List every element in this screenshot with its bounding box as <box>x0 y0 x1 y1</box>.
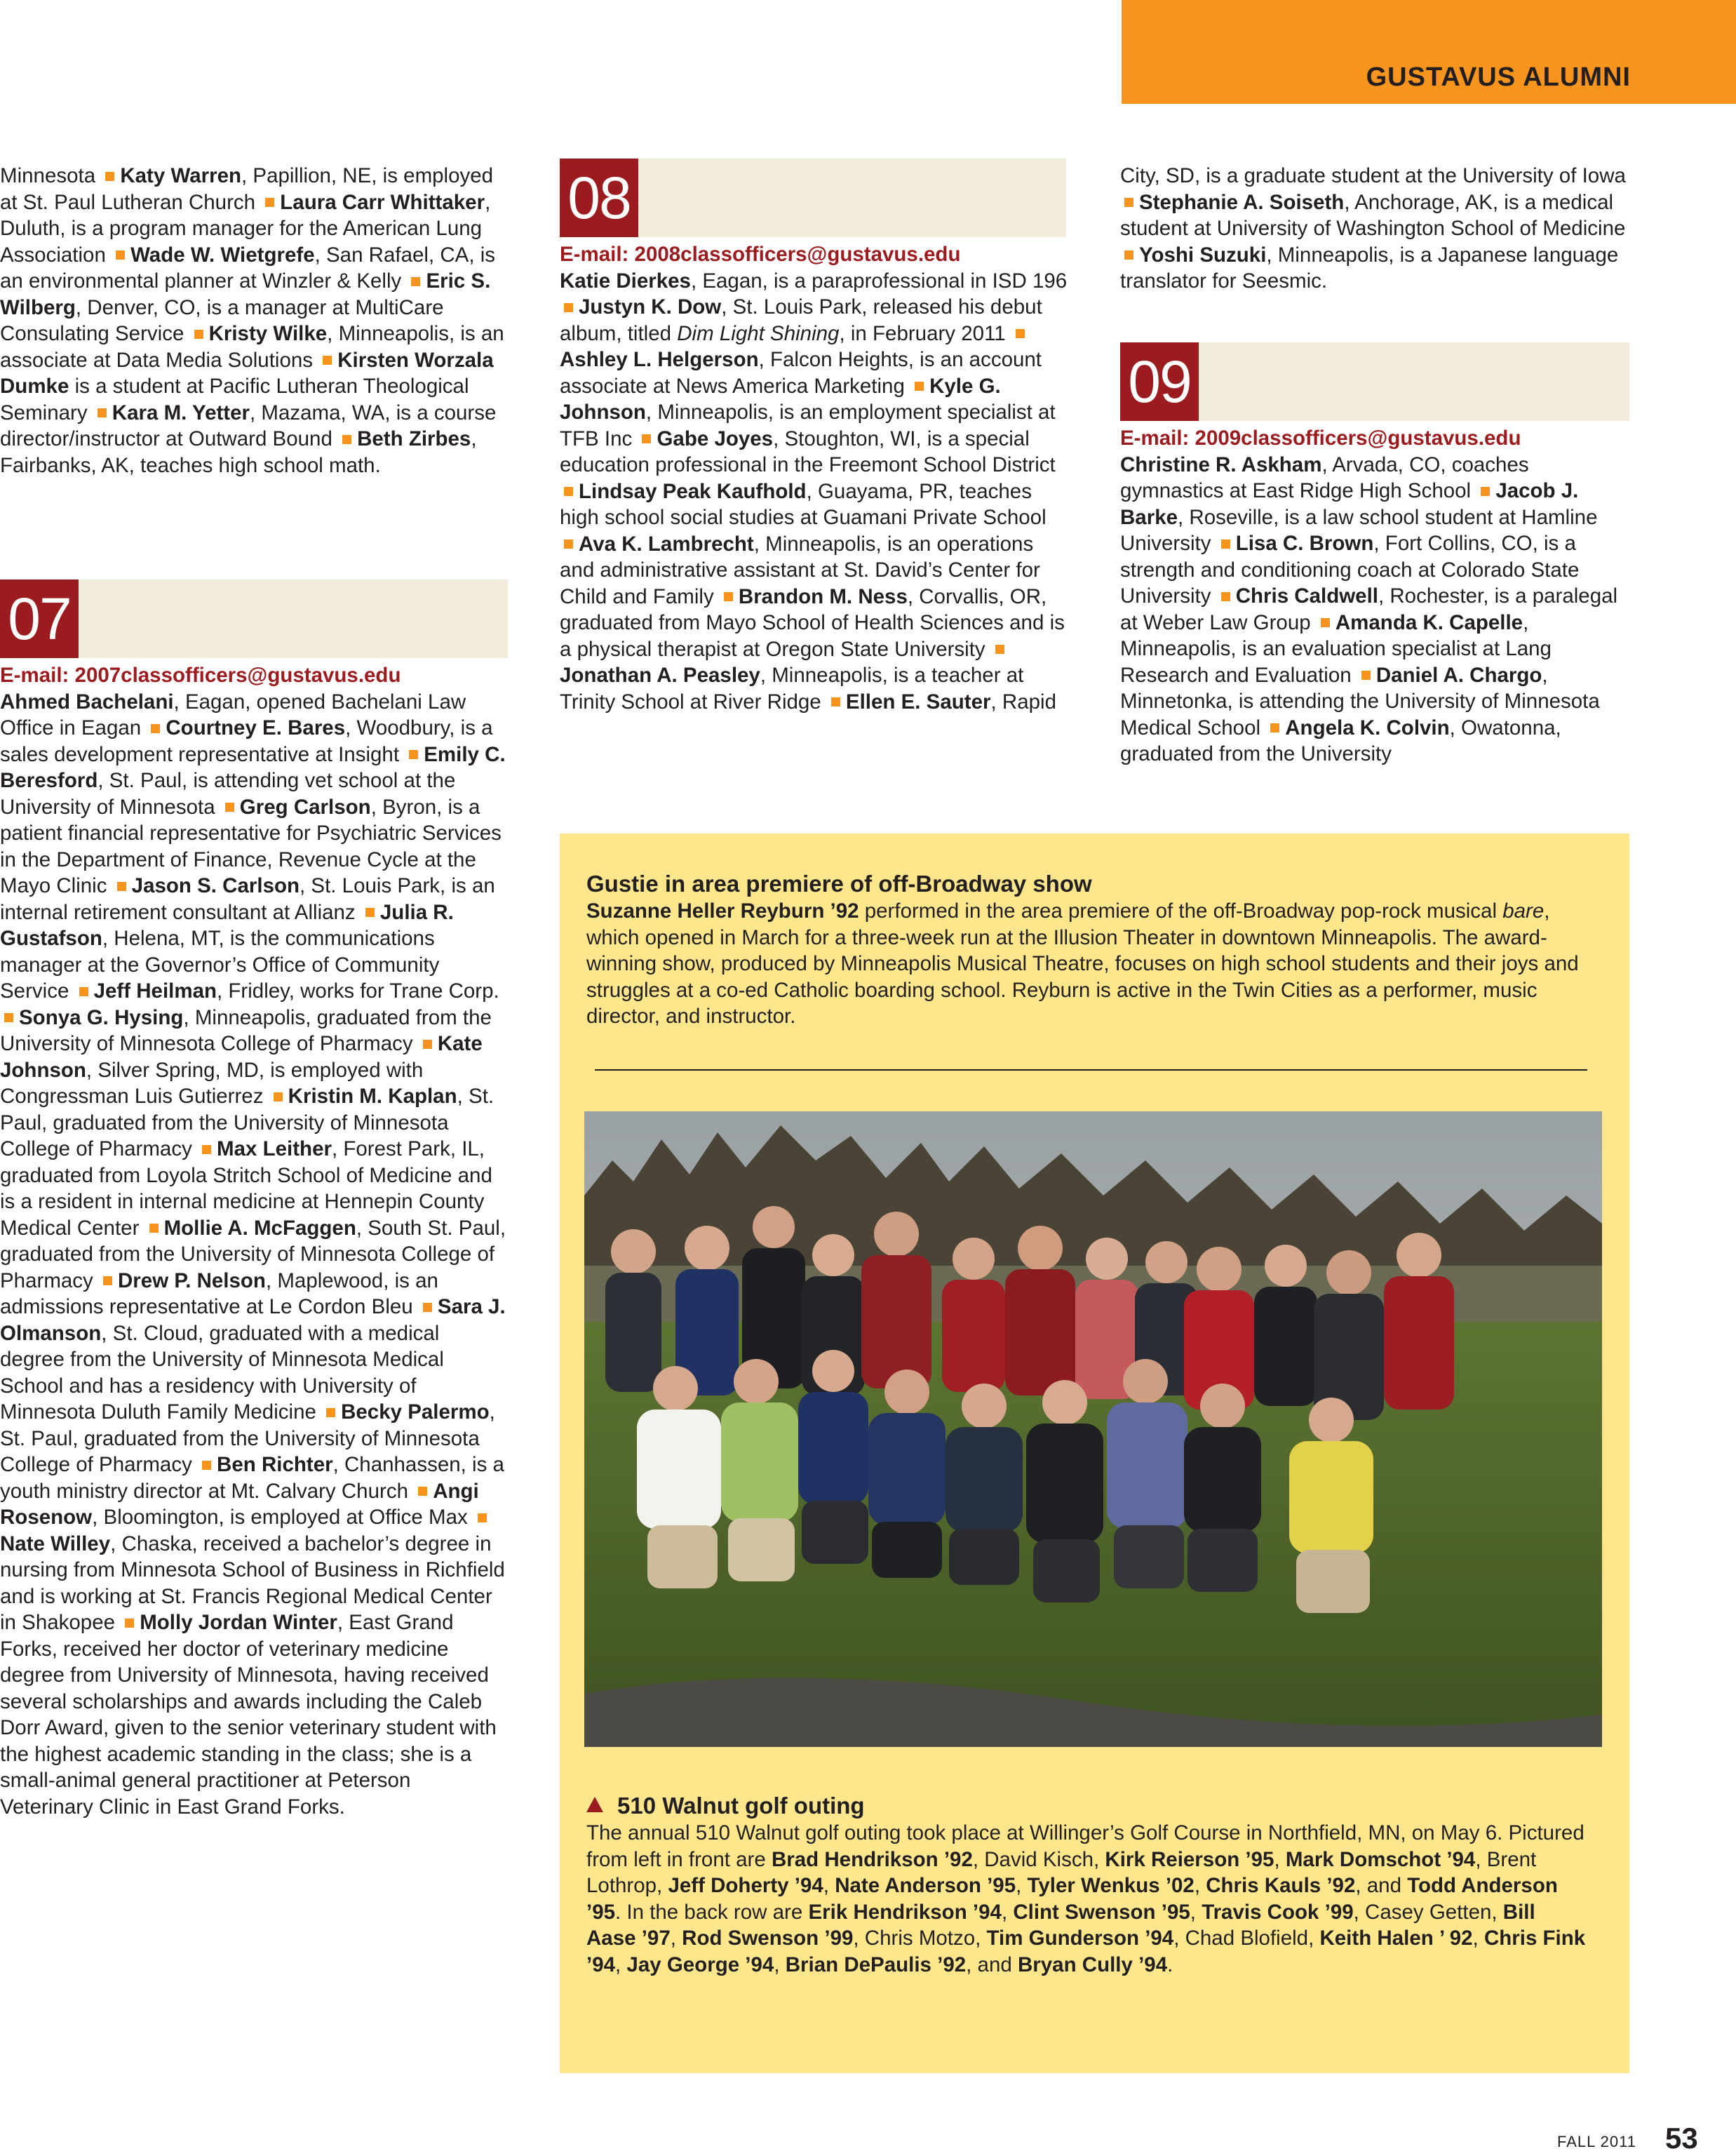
bullet-square-icon <box>326 1408 335 1417</box>
bullet-square-icon <box>1221 540 1230 549</box>
alumni-name: Lisa C. Brown <box>1235 532 1374 555</box>
alumni-name: Ahmed Bachelani <box>0 690 174 714</box>
bullet-square-icon <box>149 1224 159 1233</box>
alumni-name: Greg Carlson <box>239 795 371 819</box>
email-2009[interactable]: E-mail: 2009classofficers@gustavus.edu <box>1120 427 1521 450</box>
alumni-name: Ava K. Lambrecht <box>579 532 754 556</box>
alumni-name: Ellen E. Sauter <box>845 690 991 714</box>
bullet-square-icon <box>423 1040 432 1049</box>
bullet-square-icon <box>995 645 1004 654</box>
alumni-name: Brandon M. Ness <box>738 584 908 608</box>
bullet-square-icon <box>117 882 126 891</box>
alumni-name: Mark Domschot ’94 <box>1285 1847 1476 1871</box>
bullet-square-icon <box>1361 671 1371 680</box>
bullet-square-icon <box>323 356 332 365</box>
bullet-square-icon <box>1124 250 1133 260</box>
alumni-name: Gabe Joyes <box>657 427 774 450</box>
alumni-name: Katie Dierkes <box>560 269 691 293</box>
italic-title: Dim Light Shining <box>677 321 840 345</box>
alumni-name: Eric S. Wilberg <box>0 269 491 319</box>
bullet-square-icon <box>202 1145 211 1154</box>
alumni-name: Daniel A. Chargo <box>1375 663 1542 687</box>
class-notes-2008-continued: City, SD, is a graduate student at the University of Iowa Stephanie A. Soiseth, Anchorage, AK, is a medical student at University of Washington School of Medicine Yoshi Suzuki, Minneapolis, is a Japanese language translator for Seesmic. <box>1120 164 1626 293</box>
alumni-name: Drew P. Nelson <box>118 1268 266 1292</box>
bullet-square-icon <box>915 382 924 391</box>
alumni-name: Kara M. Yetter <box>112 401 250 424</box>
alumni-name: Jeff Heilman <box>93 979 217 1003</box>
alumni-name: Stephanie A. Soiseth <box>1139 190 1345 214</box>
alumni-name: Lindsay Peak Kaufhold <box>579 479 807 503</box>
alumni-name: Kristin M. Kaplan <box>288 1085 457 1108</box>
bullet-square-icon <box>831 697 840 707</box>
column-3 <box>1120 163 1629 295</box>
year-band-2008 <box>560 159 1066 237</box>
alumni-name: Nate Willey <box>0 1532 111 1555</box>
alumni-name: Mollie A. McFaggen <box>163 1216 356 1240</box>
alumni-name: Jason S. Carlson <box>131 874 300 897</box>
alumni-name: Chris Caldwell <box>1235 584 1378 608</box>
alumni-name: Todd Anderson ’95 <box>586 1874 1558 1924</box>
bullet-square-icon <box>564 487 573 496</box>
bullet-square-icon <box>4 1013 13 1022</box>
year-band-2009 <box>1120 342 1629 421</box>
alumni-name: Jacob J. Barke <box>1120 479 1579 529</box>
alumni-name: Beth Zirbes <box>357 427 471 450</box>
story-golf-outing <box>586 1792 1589 1978</box>
alumni-name: Erik Hendrikson ’94 <box>808 1900 1002 1924</box>
alumni-name: Clint Swenson ’95 <box>1013 1900 1190 1924</box>
class-notes-2008: Katie Dierkes, Eagan, is a paraprofessional in ISD 196 Justyn K. Dow, St. Louis Park, released his debut album, titled Dim Light Shining, in February 2011 Ashley L. Helgerson, Falcon Heights, is an account associate at News America Marketing Kyle G. Johnson, Minneapolis, is an employment specialist at TFB Inc Gabe Joyes, Stoughton, WI, is a special education professional in the Freemont School District Lindsay Peak Kaufhold, Guayama, PR, teaches high school social studies at Guamani Private School Ava K. Lambrecht, Minneapolis, is an operations and administrative assistant at St. David’s Center for Child and Family Brandon M. Ness, Corvallis, OR, graduated from Mayo School of Health Sciences and is a physical therapist at Oregon State University Jonathan A. Peasley, Minneapolis, is a teacher at Trinity School at River Ridge Ellen E. Sauter, Rapid <box>560 269 1068 714</box>
alumni-name: Justyn K. Dow <box>579 295 722 319</box>
bullet-square-icon <box>105 172 114 181</box>
bullet-square-icon <box>411 277 420 286</box>
story-reyburn-body: Suzanne Heller Reyburn ’92 performed in the area premiere of the off-Broadway pop-rock musical bare, which opened in March for a three-week run at the Illusion Theater in downtown Minneapolis. The award-winning show, produced by Minneapolis Musical Theatre, focuses on high school students and their joys and struggles at a co-ed Catholic boarding school. Reyburn is active in the Twin Cities as a performer, music director, and instructor. <box>586 899 1579 1028</box>
alumni-name: Sonya G. Hysing <box>19 1005 184 1029</box>
alumni-name: Laura Carr Whittaker <box>280 190 485 214</box>
column-2-2008 <box>560 241 1070 715</box>
issue-label: FALL 2011 <box>1557 2133 1636 2150</box>
alumni-name: Kirsten Worzala Dumke <box>0 348 494 398</box>
alumni-name: Molly Jordan Winter <box>140 1611 337 1634</box>
alumni-name: Kristy Wilke <box>208 322 328 345</box>
alumni-name: Katy Warren <box>120 164 241 187</box>
alumni-name: Becky Palermo <box>341 1400 490 1424</box>
bullet-square-icon <box>1124 198 1133 207</box>
alumni-name: Julia R. Gustafson <box>0 900 454 950</box>
bullet-square-icon <box>125 1619 134 1628</box>
triangle-up-icon <box>586 1797 603 1812</box>
alumni-name: Jeff Doherty ’94 <box>668 1874 823 1897</box>
golf-outing-photo <box>584 1111 1602 1747</box>
bullet-square-icon <box>409 750 418 759</box>
bullet-square-icon <box>202 1461 211 1470</box>
alumni-name: Keith Halen ’ 92 <box>1319 1927 1473 1950</box>
alumni-name: Kirk Reierson ’95 <box>1105 1847 1274 1871</box>
class-notes-2009: Christine R. Askham, Arvada, CO, coaches gymnastics at East Ridge High School Jacob J. Barke, Roseville, is a law school student at Hamline University Lisa C. Brown, Fort Collins, CO, is a strength and conditioning coach at Colorado State University Chris Caldwell, Rochester, is a paralegal at Weber Law Group Amanda K. Capelle, Minneapolis, is an evaluation specialist at Lang Research and Evaluation Daniel A. Chargo, Minnetonka, is attending the University of Minnesota Medical School Angela K. Colvin, Owatonna, graduated from the University <box>1120 453 1618 765</box>
section-header-bar <box>1122 0 1736 104</box>
alumni-name: Kate Johnson <box>0 1032 483 1082</box>
alumni-name: Angela K. Colvin <box>1285 716 1450 739</box>
bullet-square-icon <box>564 540 573 549</box>
alumni-name: Chris Fink ’94 <box>586 1927 1586 1976</box>
bullet-square-icon <box>1321 618 1330 627</box>
story-reyburn <box>586 870 1589 1030</box>
alumni-name: Suzanne Heller Reyburn ’92 <box>586 899 859 923</box>
alumni-name: Travis Cook ’99 <box>1202 1900 1354 1924</box>
column-3-2009 <box>1120 425 1629 768</box>
column-1-2007 <box>0 662 508 1820</box>
bullet-square-icon <box>564 303 573 312</box>
bullet-square-icon <box>478 1513 487 1522</box>
alumni-name: Tim Gunderson ’94 <box>986 1927 1174 1950</box>
bullet-square-icon <box>423 1303 432 1312</box>
alumni-name: Jay George ’94 <box>626 1953 774 1976</box>
feature-sidebar <box>560 833 1629 2073</box>
bullet-square-icon <box>274 1092 283 1102</box>
alumni-name: Kyle G. Johnson <box>560 374 1001 424</box>
bullet-square-icon <box>1016 329 1025 338</box>
bullet-square-icon <box>418 1487 427 1496</box>
alumni-name: Bill Aase ’97 <box>586 1900 1535 1950</box>
bullet-square-icon <box>103 1276 112 1285</box>
bullet-square-icon <box>342 435 351 444</box>
alumni-name: Tyler Wenkus ’02 <box>1027 1874 1195 1897</box>
year-band-2007 <box>0 580 508 658</box>
alumni-name: Nate Anderson ’95 <box>835 1874 1016 1897</box>
section-title: GUSTAVUS ALUMNI <box>1366 62 1631 92</box>
bullet-square-icon <box>225 803 234 812</box>
page-number: 53 <box>1665 2122 1698 2155</box>
bullet-square-icon <box>97 408 107 417</box>
year-number-2007: 07 <box>0 580 79 658</box>
bullet-square-icon <box>79 987 88 996</box>
bullet-square-icon <box>1270 723 1279 732</box>
alumni-name: Max Leither <box>217 1137 332 1160</box>
alumni-name: Yoshi Suzuki <box>1139 243 1267 267</box>
sidebar-divider <box>595 1069 1587 1071</box>
bullet-square-icon <box>116 250 125 260</box>
bullet-square-icon <box>151 724 160 733</box>
alumni-name: Ashley L. Helgerson <box>560 348 759 371</box>
italic-title: bare <box>1502 899 1545 923</box>
alumni-name: Christine R. Askham <box>1120 453 1322 476</box>
bullet-square-icon <box>194 330 203 339</box>
bullet-square-icon <box>365 908 375 917</box>
bullet-square-icon <box>642 434 651 443</box>
alumni-name: Wade W. Wietgrefe <box>130 243 315 267</box>
alumni-name: Brad Hendrikson ’92 <box>771 1847 973 1871</box>
story-golf-title <box>586 1792 1589 1820</box>
class-notes-2007: Ahmed Bachelani, Eagan, opened Bachelani Law Office in Eagan Courtney E. Bares, Woodbury, is a sales development representative at Insight Emily C. Beresford, St. Paul, is attending vet school at the University of Minnesota Greg Carlson, Byron, is a patient financial representative for Psychiatric Services in the Department of Finance, Revenue Cycle at the Mayo Clinic Jason S. Carlson, St. Louis Park, is an internal retirement consultant at Allianz Julia R. Gustafson, Helena, MT, is the communications manager at the Governor’s Office of Community Service Jeff Heilman, Fridley, works for Trane Corp. Sonya G. Hysing, Minneapolis, graduated from the University of Minnesota College of Pharmacy Kate Johnson, Silver Spring, MD, is employed with Congressman Luis Gutierrez Kristin M. Kaplan, St. Paul, graduated from the University of Minnesota College of Pharmacy Max Leither, Forest Park, IL, graduated from Loyola Stritch School of Medicine and is a resident in internal medicine at Hennepin County Medical Center Mollie A. McFaggen, South St. Paul, graduated from the University of Minnesota College of Pharmacy Drew P. Nelson, Maplewood, is an admissions representative at Le Cordon Bleu Sara J. Olmanson, St. Cloud, graduated with a medical degree from the University of Minnesota Medical School and has a residency with University of Minnesota Duluth Family Medicine Becky Palermo, St. Paul, graduated from the University of Minnesota College of Pharmacy Ben Richter, Chanhassen, is a youth ministry director at Mt. Calvary Church Angi Rosenow, Bloomington, is employed at Office Max Nate Willey, Chaska, received a bachelor’s degree in nursing from Minnesota School of Business in Richfield and is working at St. Francis Regional Medical Center in Shakopee Molly Jordan Winter, East Grand Forks, received her doctor of veterinary medicine degree from University of Minnesota, having received several scholarships and awards including the Caleb Dorr Award, given to the senior veterinary student with the highest academic standing in the class; she is a small-animal general practitioner at Peterson Veterinary Clinic in East Grand Forks. <box>0 690 506 1819</box>
bullet-square-icon <box>1221 592 1230 601</box>
email-2007[interactable]: E-mail: 2007classofficers@gustavus.edu <box>0 664 401 687</box>
alumni-name: Emily C. Beresford <box>0 742 506 792</box>
year-number-2008: 08 <box>560 159 638 237</box>
alumni-name: Amanda K. Capelle <box>1335 610 1523 634</box>
bullet-square-icon <box>724 592 733 601</box>
alumni-name: Bryan Cully ’94 <box>1017 1953 1168 1976</box>
alumni-name: Courtney E. Bares <box>166 716 346 739</box>
email-2008[interactable]: E-mail: 2008classofficers@gustavus.edu <box>560 243 961 266</box>
bullet-square-icon <box>1481 487 1490 496</box>
column-1 <box>0 163 508 478</box>
year-number-2009: 09 <box>1120 342 1199 421</box>
alumni-name: Angi Rosenow <box>0 1479 479 1529</box>
story-golf-title-text: 510 Walnut golf outing <box>617 1793 865 1819</box>
alumni-name: Ben Richter <box>217 1453 333 1476</box>
alumni-name: Brian DePaulis ’92 <box>785 1953 967 1976</box>
alumni-name: Chris Kauls ’92 <box>1206 1874 1356 1897</box>
bullet-square-icon <box>265 198 274 207</box>
alumni-name: Jonathan A. Peasley <box>560 664 760 687</box>
class-notes-2006-continued: Minnesota Katy Warren, Papillion, NE, is employed at St. Paul Lutheran Church Laura Carr Whittaker, Duluth, is a program manager for the American Lung Association Wade W. Wietgrefe, San Rafael, CA, is an environmental planner at Winzler & Kelly Eric S. Wilberg, Denver, CO, is a manager at MultiCare Consulating Service Kristy Wilke, Minneapolis, is an associate at Data Media Solutions Kirsten Worzala Dumke is a student at Pacific Lutheran Theological Seminary Kara M. Yetter, Mazama, WA, is a course director/instructor at Outward Bound Beth Zirbes, Fairbanks, AK, teaches high school math. <box>0 164 504 477</box>
alumni-name: Sara J. Olmanson <box>0 1295 506 1345</box>
alumni-name: Rod Swenson ’99 <box>682 1927 854 1950</box>
story-reyburn-title: Gustie in area premiere of off-Broadway show <box>586 871 1092 897</box>
story-golf-body: The annual 510 Walnut golf outing took place at Willinger’s Golf Course in Northfield, MN, on May 6. Pictured from left in front are Brad Hendrikson ’92, David Kisch, Kirk Reierson ’95, Mark Domschot ’94, Brent Lothrop, Jeff Doherty ’94, Nate Anderson ’95, Tyler Wenkus ’02, Chris Kauls ’92, and Todd Anderson ’95. In the back row are Erik Hendrikson ’94, Clint Swenson ’95, Travis Cook ’99, Casey Getten, Bill Aase ’97, Rod Swenson ’99, Chris Motzo, Tim Gunderson ’94, Chad Blofield, Keith Halen ’ 92, Chris Fink ’94, Jay George ’94, Brian DePaulis ’92, and Bryan Cully ’94. <box>586 1821 1586 1976</box>
